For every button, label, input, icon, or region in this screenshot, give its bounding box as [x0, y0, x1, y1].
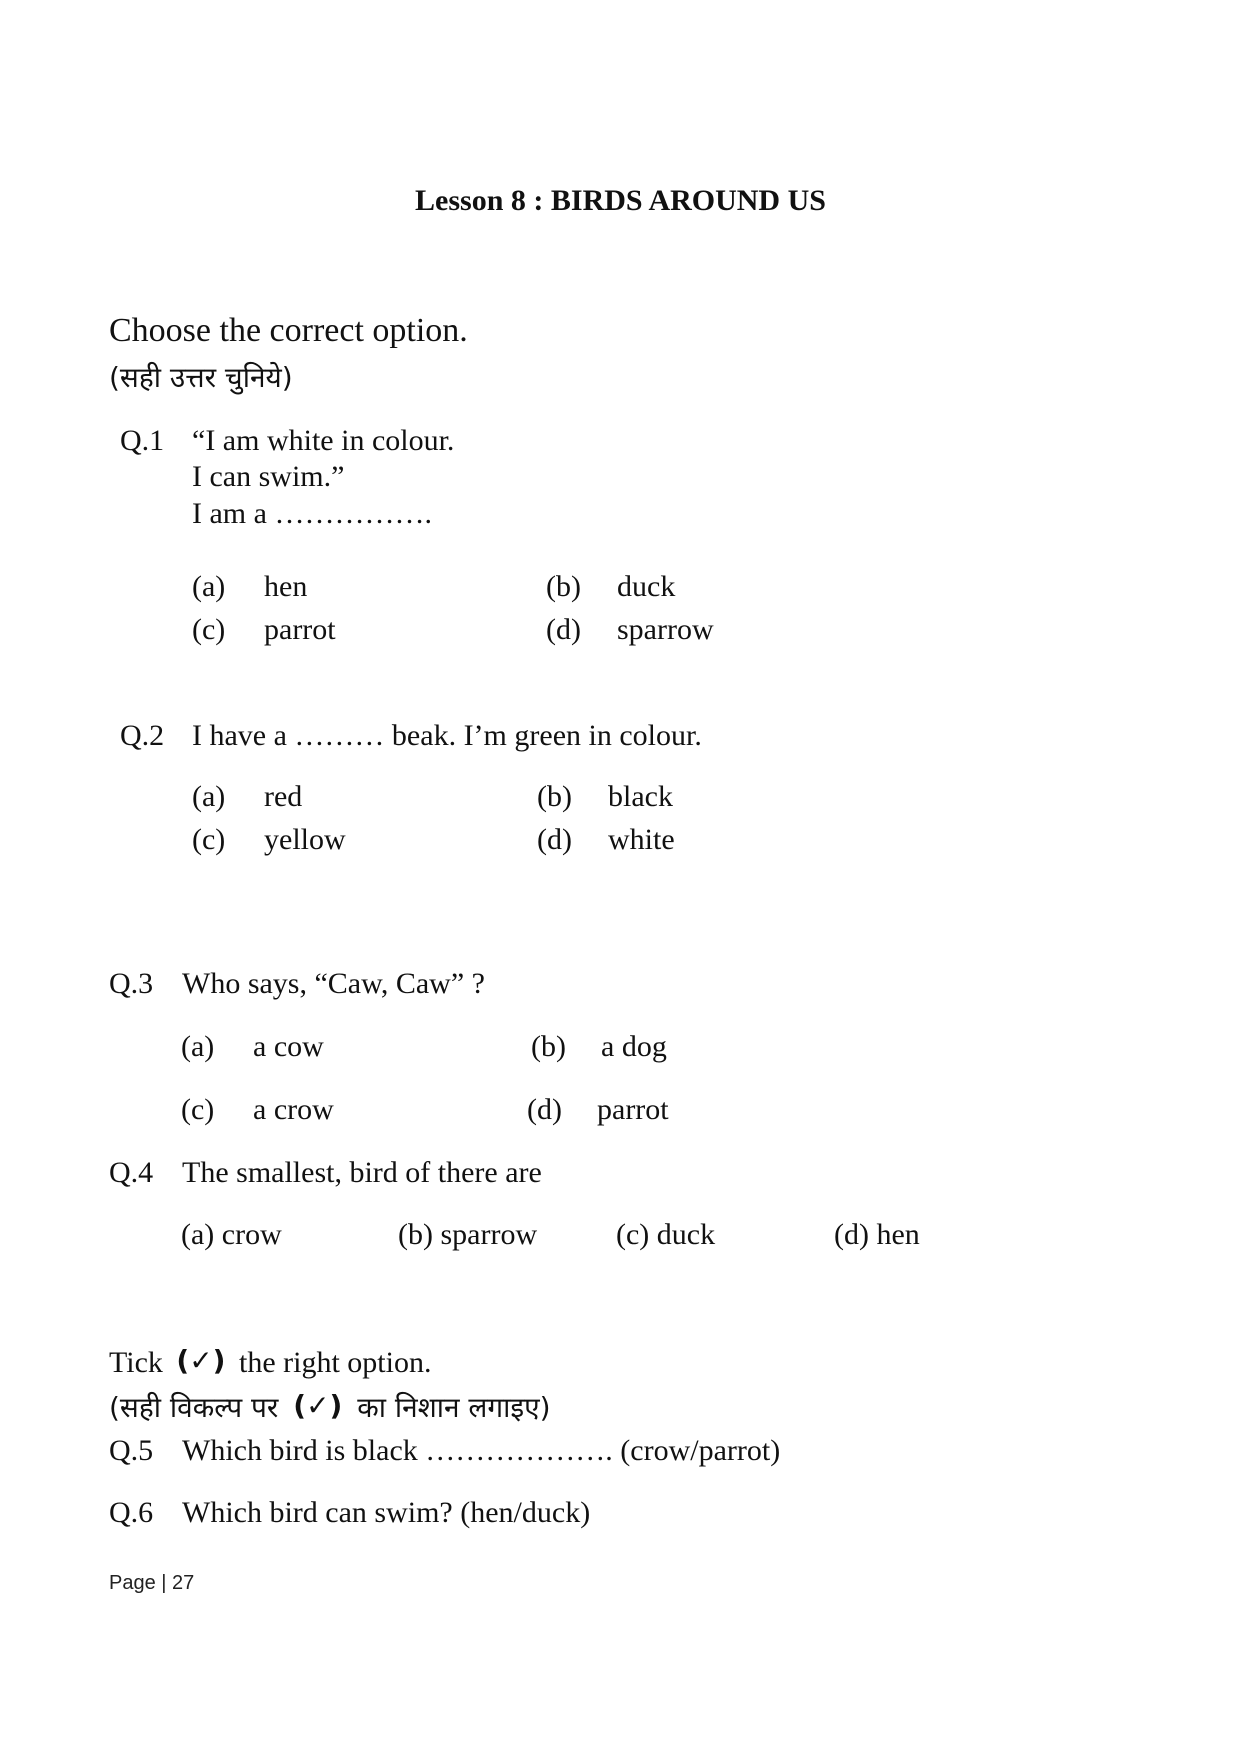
section-heading-tick-hindi-pre: (सही विकल्प पर — [109, 1391, 279, 1424]
option-label: (b) — [546, 570, 581, 603]
question-number: Q.4 — [109, 1156, 154, 1189]
option: (b) sparrow — [398, 1218, 538, 1251]
option-label: (a) — [192, 570, 226, 603]
question-text-line: I am a ……………. — [192, 497, 432, 530]
option-label: (c) — [192, 823, 226, 856]
option-text: a cow — [253, 1030, 324, 1063]
option: (d) hen — [834, 1218, 920, 1251]
option-text: black — [608, 780, 673, 813]
section-heading-tick — [109, 1344, 431, 1380]
option: (c) duck — [616, 1218, 716, 1251]
question-text: Which bird can swim? (hen/duck) — [182, 1496, 591, 1529]
question-number: Q.1 — [120, 424, 165, 457]
lesson-title: Lesson 8 : BIRDS AROUND US — [415, 184, 826, 217]
option-text: duck — [617, 570, 676, 603]
option-label: (b) — [537, 780, 572, 813]
section-heading-tick-hindi — [109, 1388, 551, 1426]
option-text: parrot — [264, 613, 336, 646]
question-number: Q.2 — [120, 719, 165, 752]
option-label: (c) — [181, 1093, 215, 1126]
option-label: (a) — [181, 1030, 215, 1063]
option-text: a crow — [253, 1093, 334, 1126]
option-label: (d) — [546, 613, 581, 646]
option-label: (b) — [531, 1030, 566, 1063]
option-text: a dog — [601, 1030, 667, 1063]
option-label: (a) — [192, 780, 226, 813]
option: (a) crow — [181, 1218, 282, 1251]
question-text: Which bird is black ………………. (crow/parrot) — [182, 1434, 781, 1467]
section-heading-tick-post: the right option. — [238, 1346, 432, 1379]
option-text: hen — [264, 570, 308, 603]
question-text: I have a ……… beak. I’m green in colour. — [192, 719, 702, 752]
question-text-line: I can swim.” — [192, 460, 345, 493]
tick-icon: (✓) — [293, 1389, 343, 1422]
option-text: white — [608, 823, 675, 856]
question-text-line: “I am white in colour. — [192, 424, 455, 457]
question-number: Q.6 — [109, 1496, 154, 1529]
question-number: Q.3 — [109, 967, 154, 1000]
section-heading-choose: Choose the correct option. — [109, 312, 468, 349]
option-text: parrot — [597, 1093, 669, 1126]
option-text: red — [264, 780, 303, 813]
option-label: (d) — [537, 823, 572, 856]
page-number: Page | 27 — [109, 1572, 195, 1594]
section-heading-tick-pre: Tick — [109, 1346, 163, 1379]
section-heading-tick-hindi-post: का निशान लगाइए) — [357, 1391, 551, 1424]
option-text: yellow — [264, 823, 346, 856]
option-label: (c) — [192, 613, 226, 646]
section-heading-choose-hindi: (सही उत्तर चुनिये) — [109, 361, 293, 394]
question-text: Who says, “Caw, Caw” ? — [182, 967, 485, 1000]
question-text: The smallest, bird of there are — [182, 1156, 542, 1189]
option-text: sparrow — [617, 613, 714, 646]
tick-icon: (✓) — [176, 1344, 226, 1377]
question-number: Q.5 — [109, 1434, 154, 1467]
option-label: (d) — [527, 1093, 562, 1126]
